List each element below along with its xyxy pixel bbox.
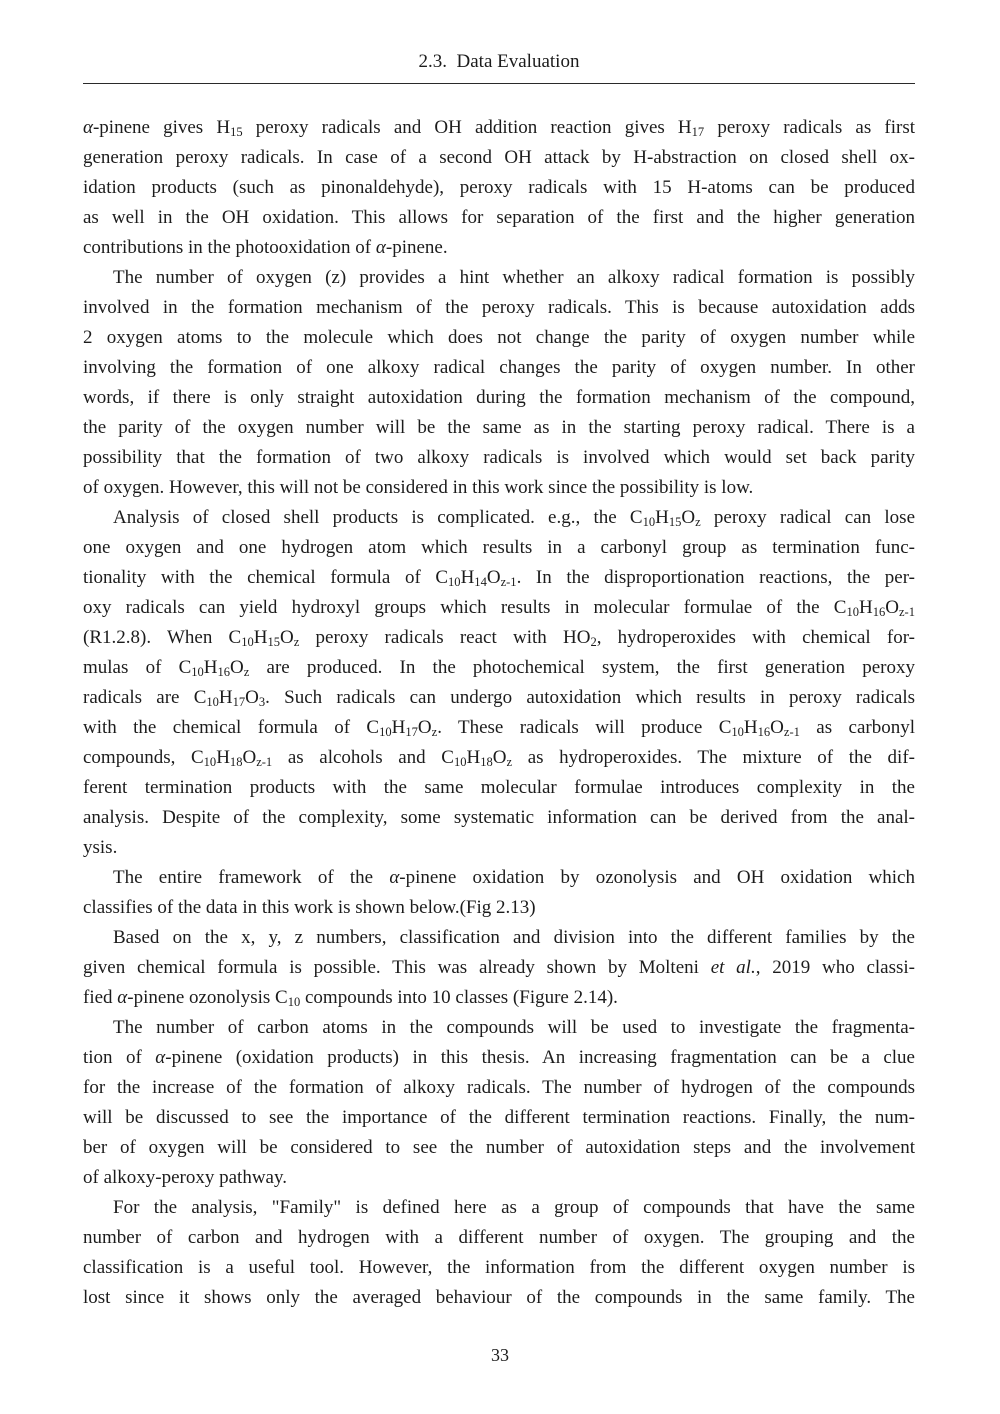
paragraph-2-line-6: the parity of the oxygen number will be the same as in the starting peroxy radical. There is a (83, 417, 915, 438)
paragraph-1-line-1: α-pinene gives $H_{15}$ peroxy radicals and OH addition reaction gives $H_{17}$ peroxy radicals as first (83, 117, 915, 139)
italic-text: α (375, 237, 386, 258)
italic-text: α (83, 117, 93, 138)
paragraph-6-line-1: The number of carbon atoms in the compounds will be used to investigate the fragmenta- (113, 1017, 915, 1038)
chemical-subscript: 10 (203, 754, 217, 769)
paragraph-7-line-2: number of carbon and hydrogen with a different number of oxygen. The grouping and the (83, 1227, 915, 1248)
chemical-subscript: 17 (405, 724, 418, 739)
paragraph-3-line-11: analysis. Despite of the complexity, some systematic information can be derived from the anal- (83, 807, 915, 828)
italic-text: α (117, 987, 128, 1008)
chemical-subscript: 10 (287, 994, 301, 1009)
chemical-subscript: z-1 (783, 724, 800, 739)
chemical-subscript: z (506, 754, 513, 769)
chemical-subscript: 17 (691, 124, 705, 139)
paragraph-3-line-10: ferent termination products with the same molecular formulae introduces complexity in the (83, 777, 915, 798)
chemical-subscript: 10 (453, 754, 467, 769)
paragraph-2-line-8: of oxygen. However, this will not be considered in this work since the possibility is low. (83, 477, 754, 498)
paragraph-5-line-1: Based on the x, y, z numbers, classification and division into the different families by the (113, 927, 915, 948)
chemical-subscript: z (695, 514, 701, 529)
paragraph-1-line-3: idation products (such as pinonaldehyde), peroxy radicals with 15 H-atoms can be produced (83, 177, 915, 198)
chemical-subscript: 10 (642, 514, 656, 529)
chemical-subscript: z (243, 664, 250, 679)
chemical-subscript: 10 (241, 634, 254, 649)
chemical-subscript: 2 (590, 634, 597, 649)
italic-text: α (389, 867, 400, 888)
paragraph-5-line-2: given chemical formula is possible. This was already shown by Molteni et al., 2019 who classi- (83, 957, 916, 978)
chemical-subscript: 3 (258, 694, 266, 709)
paragraph-3-line-6: mulas of $C_{10}H_{16}O_z$ are produced. In the photochemical system, the first generation peroxy (83, 657, 915, 679)
paragraph-2-line-7: possibility that the formation of two alkoxy radicals is involved which would set back parity (83, 447, 915, 468)
paragraph-3-line-7: radicals are $C_{10}H_{17}O_3$. Such radicals can undergo autoxidation which results in peroxy radicals (83, 687, 916, 709)
paragraph-1-line-5: contributions in the photooxidation of α-pinene. (83, 237, 448, 258)
chemical-subscript: 15 (668, 514, 682, 529)
chemical-subscript: 16 (217, 664, 231, 679)
paragraph-5-line-3: fied α-pinene ozonolysis $C_{10}$ compounds into 10 classes (Figure 2.14). (83, 987, 618, 1009)
paragraph-2-line-1: The number of oxygen (z) provides a hint whether an alkoxy radical formation is possibly (113, 267, 915, 288)
paragraph-3-line-9: compounds, $C_{10}H_{18}O_{z-1}$ as alcohols and $C_{10}H_{18}O_z$ as hydroperoxides. The mixture of the dif- (83, 747, 915, 769)
chemical-subscript: 15 (267, 634, 281, 649)
paragraph-6-line-4: will be discussed to see the importance of the different termination reactions. Finally, the num- (83, 1107, 915, 1128)
chemical-subscript: z-1 (898, 604, 915, 619)
paragraph-4-line-1: The entire framework of the α-pinene oxidation by ozonolysis and OH oxidation which (113, 867, 915, 888)
paragraph-3-line-3: tionality with the chemical formula of $C_{10}H_{14}O_{z-1}$. In the disproportionation reactions, the per- (83, 567, 915, 589)
paragraph-3-line-4: oxy radicals can yield hydroxyl groups which results in molecular formulae of the $C_{10}H_{16}O_{z-1}$ (83, 597, 915, 619)
paragraph-7-line-3: classification is a useful tool. However, the information from the different oxygen number is (83, 1257, 915, 1278)
paragraph-6-line-2: tion of α-pinene (oxidation products) in this thesis. An increasing fragmentation can be a clue (83, 1047, 915, 1068)
chemical-subscript: 10 (191, 664, 204, 679)
chemical-subscript: 10 (206, 694, 219, 709)
italic-text: et al. (710, 957, 756, 978)
page-number: 33 (491, 1345, 509, 1365)
section-heading: 2.3. Data Evaluation (418, 51, 580, 72)
paragraph-7-line-1: For the analysis, "Family" is defined here as a group of compounds that have the same (113, 1197, 915, 1218)
chemical-subscript: 10 (379, 724, 392, 739)
paragraph-7-line-4: lost since it shows only the averaged behaviour of the compounds in the same family. The (83, 1287, 915, 1308)
paragraph-3-line-1: Analysis of closed shell products is complicated. e.g., the $C_{10}H_{15}O_z$ peroxy radical can lose (113, 507, 915, 529)
paragraph-4-line-2: classifies of the data in this work is shown below.(Fig 2.13) (83, 897, 536, 918)
chemical-subscript: 14 (474, 574, 487, 589)
paragraph-3-line-2: one oxygen and one hydrogen atom which results in a carbonyl group as termination func- (83, 537, 915, 558)
chemical-subscript: z (293, 634, 300, 649)
paragraph-3-line-12: ysis. (83, 837, 118, 858)
chemical-subscript: 15 (230, 124, 243, 139)
paragraph-1-line-4: as well in the OH oxidation. This allows for separation of the first and the higher generation (83, 207, 915, 228)
page-header (83, 50, 915, 92)
paragraph-2-line-5: words, if there is only straight autoxidation during the formation mechanism of the compound, (83, 387, 915, 408)
paragraph-2-line-2: involved in the formation mechanism of the peroxy radicals. This is because autoxidation adds (83, 297, 915, 318)
body-text (83, 113, 915, 1313)
chemical-subscript: 10 (448, 574, 461, 589)
chemical-subscript: 10 (731, 724, 744, 739)
italic-text: α (155, 1047, 166, 1068)
paragraph-6-line-3: for the increase of the formation of alkoxy radicals. The number of hydrogen of the compounds (83, 1077, 915, 1098)
chemical-subscript: 16 (757, 724, 771, 739)
chemical-subscript: 10 (846, 604, 859, 619)
chemical-subscript: 17 (232, 694, 246, 709)
chemical-subscript: 18 (229, 754, 243, 769)
chemical-subscript: z (431, 724, 438, 739)
paragraph-2-line-4: involving the formation of one alkoxy radical changes the parity of oxygen number. In other (83, 357, 915, 378)
paragraph-3-line-5: (R1.2.8). When $C_{10}H_{15}O_z$ peroxy radicals react with $HO_2$, hydroperoxides with chemical for- (83, 627, 915, 649)
paragraph-6-line-5: ber of oxygen will be considered to see the number of autoxidation steps and the involvement (83, 1137, 915, 1158)
paragraph-6-line-6: of alkoxy-peroxy pathway. (83, 1167, 288, 1188)
chemical-subscript: z-1 (256, 754, 273, 769)
paragraph-2-line-3: 2 oxygen atoms to the molecule which does not change the parity of oxygen number while (83, 327, 915, 348)
paragraph-1-line-2: generation peroxy radicals. In case of a second OH attack by H-abstraction on closed shell ox- (83, 147, 915, 168)
paragraph-3-line-8: with the chemical formula of $C_{10}H_{17}O_z$. These radicals will produce $C_{10}H_{16}O_{z-1}$ as carbonyl (83, 717, 915, 739)
header-rule (83, 83, 915, 84)
chemical-subscript: z-1 (500, 574, 517, 589)
chemical-subscript: 18 (480, 754, 493, 769)
chemical-subscript: 16 (872, 604, 886, 619)
